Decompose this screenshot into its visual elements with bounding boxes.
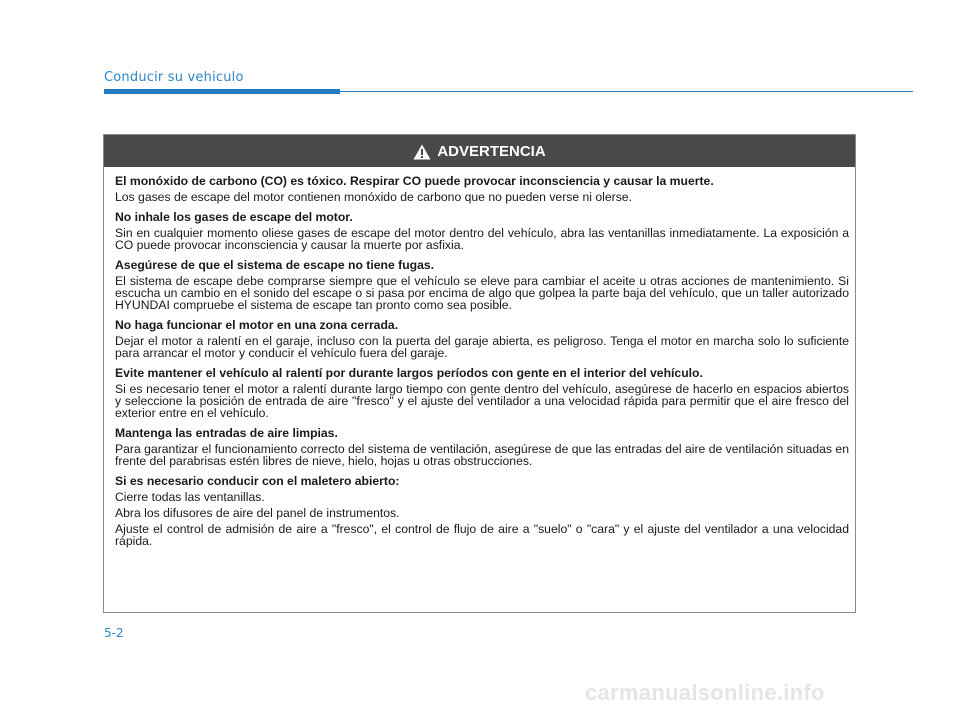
warning-paragraph: El sistema de escape debe comprarse siempre que el vehículo se eleve para cambiar el aceite u otras acciones de mantenimiento. Si escucha un cambio en el sonido del escape o si pasa por encima de algo que golpea la parte baja del vehículo, que un taller autorizado HYUNDAI compruebe el sistema de escape tan pronto como sea posible.: [115, 274, 849, 312]
warning-section-title: Evite mantener el vehículo al ralentí por durante largos períodos con gente en el interior del vehículo.: [115, 366, 703, 380]
warning-content: [104, 167, 855, 547]
watermark: carmanualsonline.info: [585, 680, 825, 705]
warning-paragraph: Los gases de escape del motor contienen monóxido de carbono que no pueden verse ni olerse.: [115, 190, 632, 204]
header-accent-bar: [104, 89, 340, 94]
warning-section-title: No inhale los gases de escape del motor.: [115, 210, 353, 224]
warning-section: [115, 211, 849, 251]
warning-section-title: Asegúrese de que el sistema de escape no tiene fugas.: [115, 258, 435, 272]
warning-section: [115, 175, 849, 203]
warning-header: [104, 135, 855, 167]
warning-section-title: No haga funcionar el motor en una zona cerrada.: [115, 318, 399, 332]
warning-section-title: El monóxido de carbono (CO) es tóxico. Respirar CO puede provocar inconsciencia y causar la muerte.: [115, 174, 714, 188]
warning-paragraph: Cierre todas las ventanillas.: [115, 490, 265, 504]
warning-section: [115, 259, 849, 311]
section-title: Conducir su vehiculo: [104, 70, 244, 85]
warning-paragraph: Sin en cualquier momento oliese gases de escape del motor dentro del vehículo, abra las ventanillas inmediatamente. La exposición a CO puede provocar inconsciencia y causar la muerte por asfixia.: [115, 226, 849, 252]
warning-paragraph: Ajuste el control de admisión de aire a "fresco", el control de flujo de aire a "suelo" o "cara" y el ajuste del ventilador a una velocidad rápida.: [115, 522, 849, 548]
warning-paragraph: Dejar el motor a ralentí en el garaje, incluso con la puerta del garaje abierta, es peligroso. Tenga el motor en marcha solo lo suficiente para arrancar el motor y conducir el vehículo fuera del garaje.: [115, 334, 849, 360]
warning-section-title: Mantenga las entradas de aire limpias.: [115, 426, 338, 440]
warning-heading: ADVERTENCIA: [437, 142, 546, 160]
warning-triangle-icon: [413, 144, 431, 160]
warning-paragraph: Si es necesario tener el motor a ralentí durante largo tiempo con gente dentro del vehículo, asegúrese de hacerlo en espacios abiertos y seleccione la posición de entrada de aire "fresco" y el ajuste del ventilador a una velocidad rápida para permitir que el aire fresco del exterior entre en el vehículo.: [115, 382, 849, 420]
warning-paragraph: Para garantizar el funcionamiento correcto del sistema de ventilación, asegúrese de que las entradas del aire de ventilación situadas en frente del parabrisas estén libres de nieve, hielo, hojas u otras obstrucciones.: [115, 442, 849, 468]
warning-section: [115, 475, 849, 547]
warning-section: [115, 319, 849, 359]
header-rule: [340, 91, 913, 92]
warning-section: [115, 427, 849, 467]
warning-paragraph: Abra los difusores de aire del panel de instrumentos.: [115, 506, 400, 520]
page-number: 5-2: [104, 626, 124, 640]
warning-section: [115, 367, 849, 419]
warning-box: [103, 134, 856, 613]
warning-section-title: Si es necesario conducir con el maletero abierto:: [115, 474, 400, 488]
